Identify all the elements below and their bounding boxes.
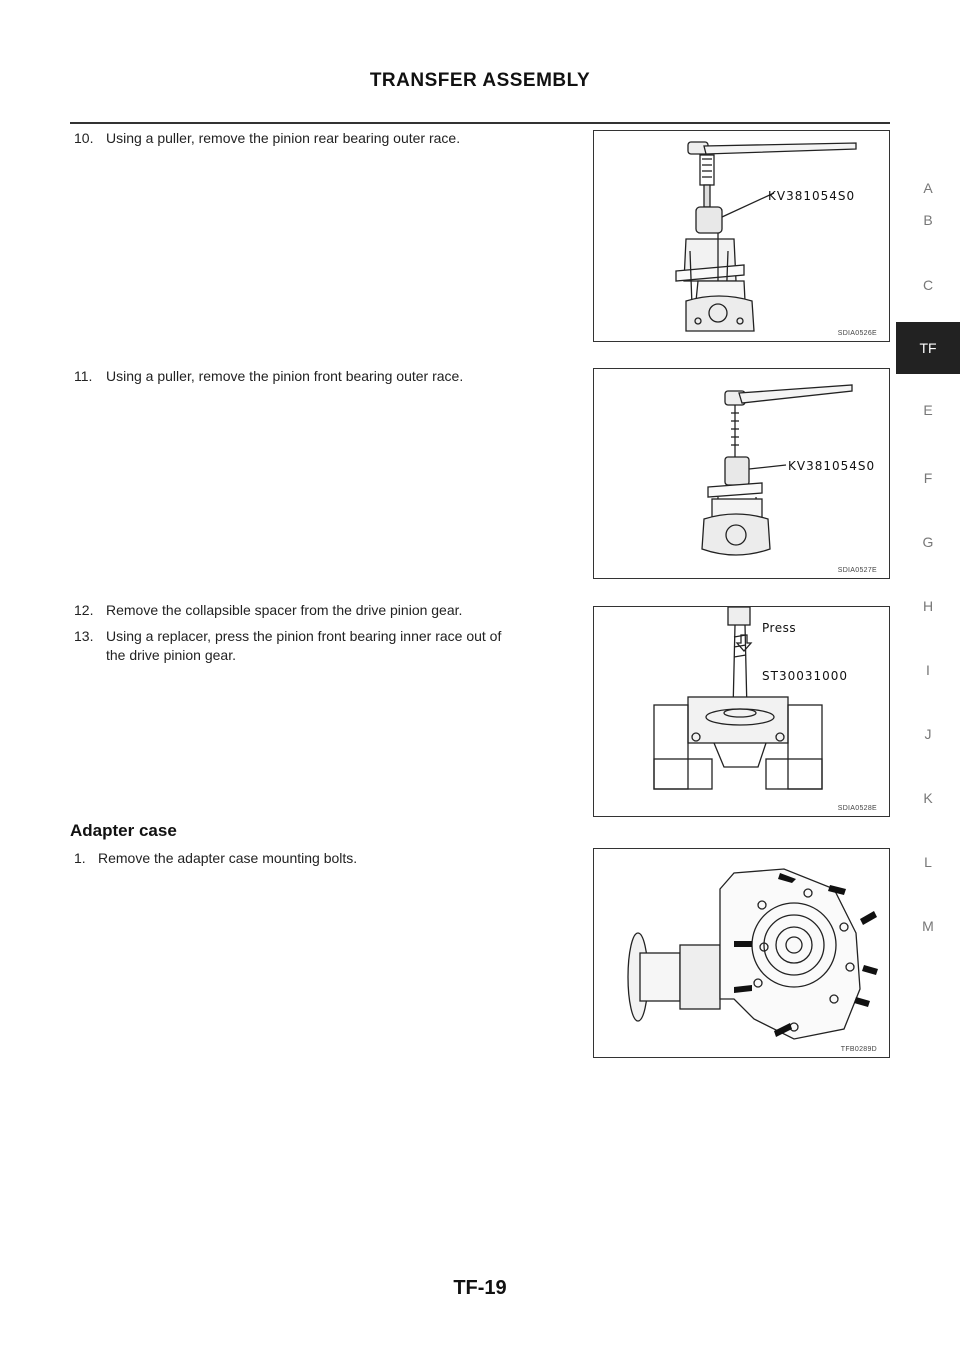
adapter-step-1 — [74, 849, 574, 868]
step-number: 11. — [74, 368, 93, 384]
figure-code: TFB0289D — [840, 1046, 877, 1053]
step-13 — [74, 627, 574, 665]
press-illustration — [594, 607, 889, 816]
page-title: TRANSFER ASSEMBLY — [369, 70, 591, 91]
figure-code: SDIA0526E — [837, 330, 877, 337]
tab-i[interactable]: I — [926, 662, 930, 678]
figure-replacer-press — [593, 606, 890, 817]
step-text: Using a puller, remove the pinion rear bearing outer race. — [106, 130, 461, 146]
step-12 — [74, 601, 574, 620]
tab-l[interactable]: L — [924, 854, 932, 870]
figure-code: SDIA0528E — [837, 805, 877, 812]
puller-illustration — [594, 369, 889, 578]
tool-number-label: KV381054S0 — [768, 189, 856, 203]
tab-a[interactable]: A — [923, 180, 933, 196]
tab-b[interactable]: B — [923, 212, 933, 228]
press-label: Press — [762, 621, 797, 635]
tab-h[interactable]: H — [922, 598, 934, 614]
step-number: 13. — [74, 628, 94, 644]
step-11 — [74, 367, 574, 386]
tool-number-label: ST30031000 — [762, 669, 849, 683]
page-number: TF-19 — [453, 1277, 507, 1299]
step-text: Using a replacer, press the pinion front bearing inner race out of — [106, 628, 502, 644]
tab-f[interactable]: F — [923, 470, 933, 486]
step-text: Using a puller, remove the pinion front bearing outer race. — [106, 368, 464, 384]
step-number: 10. — [74, 130, 94, 146]
figure-front-bearing-puller — [593, 368, 890, 579]
tab-m[interactable]: M — [922, 918, 934, 934]
figure-rear-bearing-puller — [593, 130, 890, 342]
step-number: 1. — [74, 850, 86, 866]
puller-illustration — [594, 131, 889, 341]
step-number: 12. — [74, 602, 94, 618]
section-heading-adapter-case: Adapter case — [70, 821, 177, 840]
step-10 — [74, 129, 574, 148]
figure-code: SDIA0527E — [837, 567, 877, 574]
figure-adapter-case-bolts — [593, 848, 890, 1058]
step-text-continued: the drive pinion gear. — [106, 647, 236, 663]
adapter-case-illustration — [594, 849, 889, 1057]
tab-tf[interactable]: TF — [896, 322, 960, 374]
tab-j[interactable]: J — [924, 726, 932, 742]
tab-c[interactable]: C — [922, 277, 934, 293]
header-rule — [70, 122, 890, 124]
step-text: Remove the collapsible spacer from the drive pinion gear. — [106, 602, 463, 618]
step-text: Remove the adapter case mounting bolts. — [98, 850, 358, 866]
tab-k[interactable]: K — [923, 790, 933, 806]
tab-e[interactable]: E — [923, 402, 933, 418]
section-index-tabs — [896, 0, 960, 1358]
tab-g[interactable]: G — [922, 534, 934, 550]
tool-number-label: KV381054S0 — [788, 459, 876, 473]
